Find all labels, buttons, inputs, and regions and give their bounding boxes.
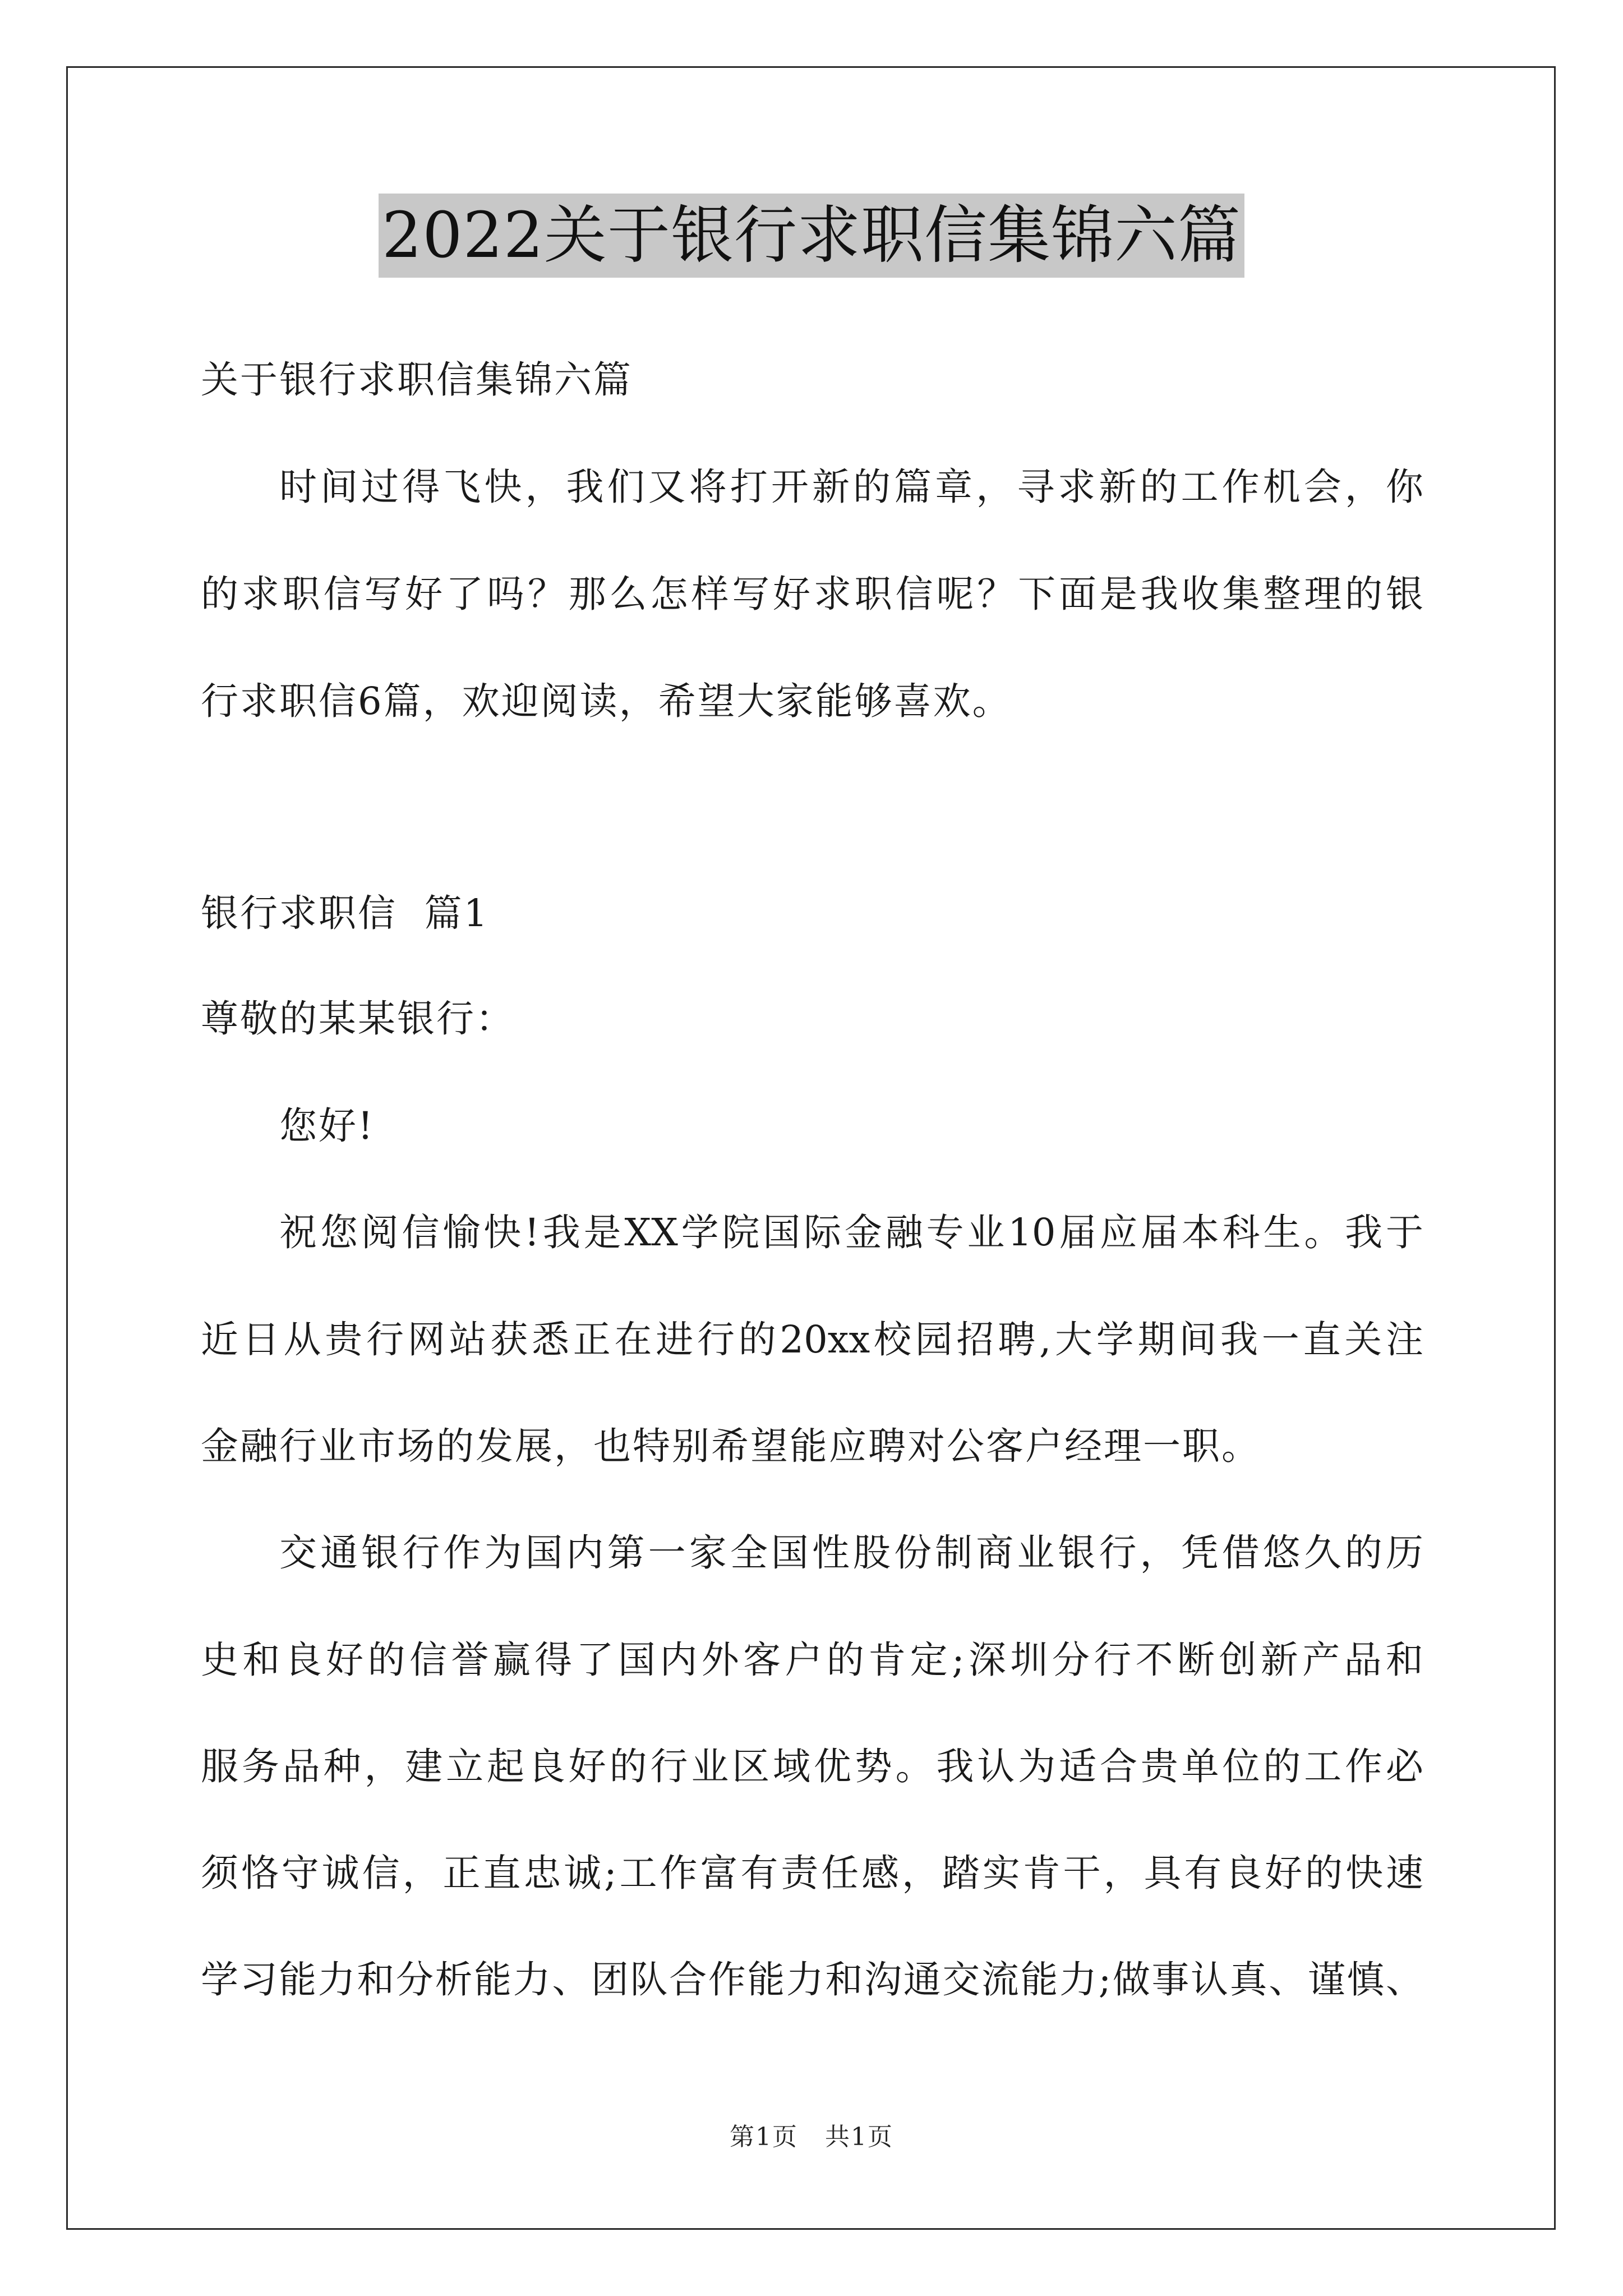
paragraph-line: 交通银行作为国内第一家全国性股份制商业银行，凭借悠久的历: [279, 1531, 1423, 1575]
paragraph-line: 近日从贵行网站获悉正在进行的20xx校园招聘,大学期间我一直关注: [201, 1318, 1423, 1361]
salutation: 尊敬的某某银行：: [201, 997, 515, 1041]
document-title: 2022关于银行求职信集锦六篇: [379, 194, 1244, 278]
paragraph-line: 学习能力和分析能力、团队合作能力和沟通交流能力;做事认真、谨慎、: [201, 1958, 1423, 2001]
intro-line: 时间过得飞快，我们又将打开新的篇章，寻求新的工作机会，你: [279, 465, 1423, 509]
page-footer: 第1页 共1页: [730, 2123, 893, 2151]
paragraph-line: 金融行业市场的发展，也特别希望能应聘对公客户经理一职。: [201, 1424, 1261, 1468]
paragraph-line: 须恪守诚信，正直忠诚;工作富有责任感，踏实肯干，具有良好的快速: [201, 1851, 1423, 1895]
paragraph-line: 服务品种，建立起良好的行业区域优势。我认为适合贵单位的工作必: [201, 1745, 1423, 1788]
document-subtitle: 关于银行求职信集锦六篇: [201, 358, 633, 402]
intro-line: 行求职信6篇，欢迎阅读，希望大家能够喜欢。: [201, 679, 1012, 723]
paragraph-line: 史和良好的信誉赢得了国内外客户的肯定;深圳分行不断创新产品和: [201, 1638, 1423, 1682]
paragraph-line: 祝您阅信愉快!我是XX学院国际金融专业10届应届本科生。我于: [279, 1211, 1423, 1254]
section-heading: 银行求职信 篇1: [201, 891, 490, 935]
intro-line: 的求职信写好了吗？那么怎样写好求职信呢？下面是我收集整理的银: [201, 572, 1423, 616]
greeting: 您好!: [279, 1104, 375, 1148]
title-block: [0, 194, 1623, 278]
